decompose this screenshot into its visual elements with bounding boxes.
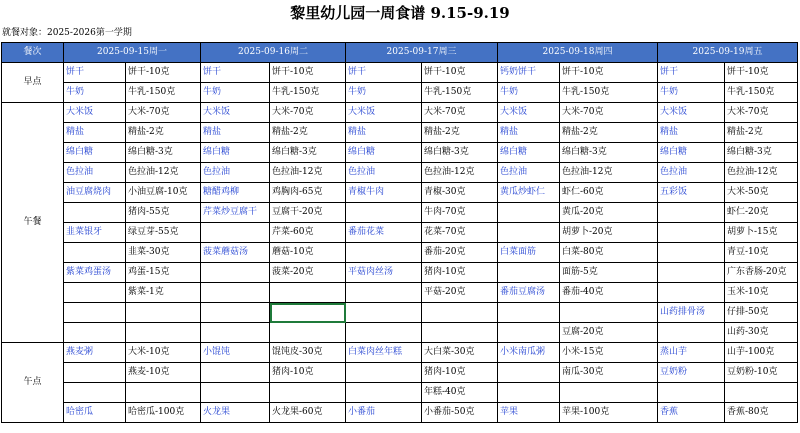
ingredient-cell[interactable]: 馄饨皮-30克 (270, 343, 346, 363)
ingredient-cell[interactable]: 豆腐干-20克 (270, 203, 346, 223)
ingredient-cell[interactable] (126, 383, 201, 403)
ingredient-cell[interactable]: 黄瓜-20克 (560, 203, 658, 223)
dish-cell[interactable]: 小番茄 (346, 403, 422, 423)
ingredient-cell[interactable]: 饼干-10克 (126, 63, 201, 83)
day-header[interactable]: 2025-09-15周一 (64, 43, 201, 63)
day-header[interactable]: 2025-09-18周四 (498, 43, 658, 63)
ingredient-cell[interactable]: 小油豆腐-10克 (126, 183, 201, 203)
ingredient-cell[interactable]: 绵白糖-3克 (560, 143, 658, 163)
ingredient-cell[interactable]: 绵白糖-3克 (126, 143, 201, 163)
dish-cell[interactable]: 饼干 (346, 63, 422, 83)
ingredient-cell[interactable]: 香蕉-80克 (725, 403, 798, 423)
dish-cell[interactable]: 小馄饨 (201, 343, 270, 363)
dish-cell[interactable] (658, 263, 725, 283)
dish-cell[interactable]: 牛奶 (64, 83, 126, 103)
dish-cell[interactable] (498, 203, 560, 223)
dish-cell[interactable]: 色拉油 (64, 163, 126, 183)
ingredient-cell[interactable]: 小番茄-50克 (422, 403, 498, 423)
dish-cell[interactable]: 绵白糖 (498, 143, 560, 163)
dish-cell[interactable]: 绵白糖 (346, 143, 422, 163)
ingredient-cell[interactable]: 精盐-2克 (126, 123, 201, 143)
ingredient-cell[interactable]: 大米-70克 (560, 103, 658, 123)
dish-cell[interactable]: 韭菜银牙 (64, 223, 126, 243)
ingredient-cell[interactable]: 牛乳-150克 (270, 83, 346, 103)
dish-cell[interactable]: 蒸山芋 (658, 343, 725, 363)
ingredient-cell[interactable]: 虾仁-60克 (560, 183, 658, 203)
dish-cell[interactable]: 绵白糖 (64, 143, 126, 163)
ingredient-cell[interactable]: 玉米-10克 (725, 283, 798, 303)
ingredient-cell[interactable] (270, 323, 346, 343)
dish-cell[interactable] (64, 383, 126, 403)
ingredient-cell[interactable]: 牛乳-150克 (725, 83, 798, 103)
dish-cell[interactable]: 牛奶 (346, 83, 422, 103)
ingredient-cell[interactable]: 虾仁-20克 (725, 203, 798, 223)
table-row (2, 143, 798, 163)
ingredient-cell[interactable]: 苹果-100克 (560, 403, 658, 423)
dish-cell[interactable]: 大米饭 (64, 103, 126, 123)
ingredient-cell[interactable]: 猪肉-55克 (126, 203, 201, 223)
dish-cell[interactable]: 芹菜炒豆腐干 (201, 203, 270, 223)
ingredient-cell[interactable]: 大米-10克 (126, 343, 201, 363)
table-row (2, 283, 798, 303)
dish-cell[interactable]: 钙奶饼干 (498, 63, 560, 83)
ingredient-cell[interactable]: 牛乳-150克 (422, 83, 498, 103)
ingredient-cell[interactable]: 面筋-5克 (560, 263, 658, 283)
dish-cell[interactable] (658, 383, 725, 403)
dish-cell[interactable] (201, 223, 270, 243)
meal-header: 餐次 (2, 43, 64, 63)
ingredient-cell[interactable]: 猪肉-10克 (270, 363, 346, 383)
dish-cell[interactable]: 精盐 (201, 123, 270, 143)
ingredient-cell[interactable]: 火龙果-60克 (270, 403, 346, 423)
diner-subtitle: 就餐对象：2025-2026第一学期 (2, 28, 132, 38)
dish-cell[interactable] (346, 363, 422, 383)
dish-cell[interactable]: 色拉油 (346, 163, 422, 183)
ingredient-cell[interactable]: 饼干-10克 (422, 63, 498, 83)
dish-cell[interactable]: 小米南瓜粥 (498, 343, 560, 363)
dish-cell[interactable]: 青椒牛肉 (346, 183, 422, 203)
ingredient-cell[interactable]: 色拉油-12克 (126, 163, 201, 183)
dish-cell[interactable] (658, 203, 725, 223)
ingredient-cell[interactable]: 豆腐-20克 (560, 323, 658, 343)
ingredient-cell[interactable]: 大米-50克 (725, 183, 798, 203)
header-row (2, 43, 798, 63)
table-row (2, 343, 798, 363)
ingredient-cell[interactable]: 番茄-40克 (560, 283, 658, 303)
dish-cell[interactable]: 精盐 (64, 123, 126, 143)
ingredient-cell[interactable]: 蘑菇-10克 (270, 243, 346, 263)
ingredient-cell[interactable] (270, 283, 346, 303)
ingredient-cell[interactable] (725, 383, 798, 403)
ingredient-cell[interactable]: 平菇-20克 (422, 283, 498, 303)
ingredient-cell[interactable]: 哈密瓜-100克 (126, 403, 201, 423)
dish-cell[interactable] (658, 243, 725, 263)
dish-cell[interactable]: 油豆腐烧肉 (64, 183, 126, 203)
dish-cell[interactable] (64, 243, 126, 263)
dish-cell[interactable]: 大米饭 (658, 103, 725, 123)
ingredient-cell[interactable] (126, 323, 201, 343)
dish-cell[interactable]: 饼干 (201, 63, 270, 83)
dish-cell[interactable]: 牛奶 (201, 83, 270, 103)
ingredient-cell[interactable] (422, 303, 498, 323)
dish-cell[interactable]: 大米饭 (346, 103, 422, 123)
weekly-menu-table (1, 42, 798, 423)
ingredient-cell[interactable]: 大白菜-30克 (422, 343, 498, 363)
table-row (2, 323, 798, 343)
table-row (2, 223, 798, 243)
table-row (2, 183, 798, 203)
ingredient-cell[interactable]: 芹菜-60克 (270, 223, 346, 243)
dish-cell[interactable]: 哈密瓜 (64, 403, 126, 423)
dish-cell[interactable]: 糖醋鸡柳 (201, 183, 270, 203)
table-row (2, 123, 798, 143)
dish-cell[interactable]: 山药排骨汤 (658, 303, 725, 323)
dish-cell[interactable]: 精盐 (346, 123, 422, 143)
dish-cell[interactable] (498, 263, 560, 283)
dish-cell[interactable]: 饼干 (64, 63, 126, 83)
ingredient-cell[interactable]: 青豆-10克 (725, 243, 798, 263)
table-row (2, 263, 798, 283)
ingredient-cell[interactable]: 大米-70克 (725, 103, 798, 123)
ingredient-cell[interactable] (422, 323, 498, 343)
ingredient-cell[interactable]: 胡萝卜-20克 (560, 223, 658, 243)
ingredient-cell[interactable] (560, 383, 658, 403)
table-row (2, 203, 798, 223)
dish-cell[interactable]: 牛奶 (498, 83, 560, 103)
ingredient-cell[interactable]: 色拉油-12克 (725, 163, 798, 183)
dish-cell[interactable] (346, 283, 422, 303)
day-header[interactable]: 2025-09-19周五 (658, 43, 798, 63)
dish-cell[interactable]: 黄瓜炒虾仁 (498, 183, 560, 203)
ingredient-cell[interactable]: 色拉油-12克 (560, 163, 658, 183)
dish-cell[interactable] (64, 283, 126, 303)
dish-cell[interactable] (201, 263, 270, 283)
ingredient-cell[interactable]: 绿豆芽-55克 (126, 223, 201, 243)
dish-cell[interactable]: 大米饭 (201, 103, 270, 123)
ingredient-cell[interactable]: 绵白糖-3克 (270, 143, 346, 163)
dish-cell[interactable] (64, 303, 126, 323)
ingredient-cell[interactable]: 饼干-10克 (725, 63, 798, 83)
table-row (2, 403, 798, 423)
ingredient-cell[interactable]: 广东香肠-20克 (725, 263, 798, 283)
dish-cell[interactable] (658, 223, 725, 243)
ingredient-cell[interactable]: 绵白糖-3克 (725, 143, 798, 163)
ingredient-cell[interactable] (126, 303, 201, 323)
dish-cell[interactable] (498, 223, 560, 243)
ingredient-cell[interactable]: 豆奶粉-10克 (725, 363, 798, 383)
ingredient-cell[interactable]: 年糕-40克 (422, 383, 498, 403)
ingredient-cell[interactable] (560, 303, 658, 323)
ingredient-cell[interactable]: 大米-70克 (422, 103, 498, 123)
dish-cell[interactable] (201, 383, 270, 403)
meal-label[interactable]: 午点 (2, 343, 64, 423)
dish-cell[interactable]: 紫菜鸡蛋汤 (64, 263, 126, 283)
dish-cell[interactable] (64, 323, 126, 343)
table-row (2, 243, 798, 263)
table-row (2, 83, 798, 103)
ingredient-cell[interactable]: 菠菜-20克 (270, 263, 346, 283)
ingredient-cell[interactable]: 胡萝卜-15克 (725, 223, 798, 243)
ingredient-cell[interactable]: 南瓜-30克 (560, 363, 658, 383)
dish-cell[interactable]: 燕麦粥 (64, 343, 126, 363)
ingredient-cell[interactable]: 燕麦-10克 (126, 363, 201, 383)
ingredient-cell[interactable]: 大米-70克 (270, 103, 346, 123)
dish-cell[interactable] (346, 203, 422, 223)
ingredient-cell[interactable]: 韭菜-30克 (126, 243, 201, 263)
ingredient-cell[interactable]: 饼干-10克 (560, 63, 658, 83)
dish-cell[interactable]: 火龙果 (201, 403, 270, 423)
dish-cell[interactable] (498, 323, 560, 343)
dish-cell[interactable]: 香蕉 (658, 403, 725, 423)
ingredient-cell[interactable]: 白菜-80克 (560, 243, 658, 263)
dish-cell[interactable] (201, 363, 270, 383)
ingredient-cell[interactable]: 色拉油-12克 (270, 163, 346, 183)
ingredient-cell[interactable]: 色拉油-12克 (422, 163, 498, 183)
dish-cell[interactable]: 牛奶 (658, 83, 725, 103)
ingredient-cell[interactable]: 山芋-100克 (725, 343, 798, 363)
dish-cell[interactable]: 色拉油 (658, 163, 725, 183)
ingredient-cell[interactable]: 精盐-2克 (725, 123, 798, 143)
dish-cell[interactable] (498, 383, 560, 403)
table-row (2, 63, 798, 83)
dish-cell[interactable] (346, 383, 422, 403)
table-row (2, 163, 798, 183)
dish-cell[interactable]: 色拉油 (498, 163, 560, 183)
table-row (2, 383, 798, 403)
ingredient-cell[interactable]: 牛乳-150克 (560, 83, 658, 103)
ingredient-cell[interactable]: 精盐-2克 (422, 123, 498, 143)
ingredient-cell[interactable]: 牛乳-150克 (126, 83, 201, 103)
dish-cell[interactable]: 苹果 (498, 403, 560, 423)
dish-cell[interactable] (346, 243, 422, 263)
day-header[interactable]: 2025-09-16周二 (201, 43, 346, 63)
ingredient-cell[interactable]: 花菜-70克 (422, 223, 498, 243)
ingredient-cell[interactable]: 青椒-30克 (422, 183, 498, 203)
day-header[interactable]: 2025-09-17周三 (346, 43, 498, 63)
dish-cell[interactable] (658, 323, 725, 343)
ingredient-cell[interactable]: 大米-70克 (126, 103, 201, 123)
dish-cell[interactable] (498, 303, 560, 323)
dish-cell[interactable]: 色拉油 (201, 163, 270, 183)
meal-label[interactable]: 早点 (2, 63, 64, 103)
dish-cell[interactable]: 绵白糖 (658, 143, 725, 163)
page-title: 黎里幼儿园一周食谱 9.15-9.19 (290, 4, 510, 22)
dish-cell[interactable]: 精盐 (658, 123, 725, 143)
ingredient-cell[interactable]: 小米-15克 (560, 343, 658, 363)
table-row (2, 363, 798, 383)
dish-cell[interactable] (346, 303, 422, 323)
ingredient-cell[interactable]: 猪肉-10克 (422, 263, 498, 283)
dish-cell[interactable]: 大米饭 (498, 103, 560, 123)
dish-cell[interactable] (201, 323, 270, 343)
ingredient-cell[interactable] (270, 383, 346, 403)
dish-cell[interactable] (658, 283, 725, 303)
dish-cell[interactable]: 番茄豆腐汤 (498, 283, 560, 303)
ingredient-cell[interactable]: 猪肉-10克 (422, 363, 498, 383)
table-row (2, 303, 798, 323)
ingredient-cell[interactable]: 山药-30克 (725, 323, 798, 343)
ingredient-cell[interactable]: 饼干-10克 (270, 63, 346, 83)
dish-cell[interactable] (64, 203, 126, 223)
ingredient-cell[interactable]: 鸡胸肉-65克 (270, 183, 346, 203)
dish-cell[interactable] (346, 323, 422, 343)
meal-label[interactable]: 午餐 (2, 103, 64, 343)
ingredient-cell[interactable]: 绵白糖-3克 (422, 143, 498, 163)
table-row (2, 103, 798, 123)
dish-cell[interactable]: 白菜肉丝年糕 (346, 343, 422, 363)
ingredient-cell[interactable]: 鸡蛋-15克 (126, 263, 201, 283)
dish-cell[interactable] (64, 363, 126, 383)
ingredient-cell[interactable]: 仔排-50克 (725, 303, 798, 323)
dish-cell[interactable]: 饼干 (658, 63, 725, 83)
dish-cell[interactable] (498, 363, 560, 383)
ingredient-cell[interactable]: 精盐-2克 (560, 123, 658, 143)
ingredient-cell[interactable]: 牛肉-70克 (422, 203, 498, 223)
dish-cell[interactable]: 番茄花菜 (346, 223, 422, 243)
ingredient-cell[interactable]: 番茄-20克 (422, 243, 498, 263)
dish-cell[interactable] (201, 303, 270, 323)
dish-cell[interactable]: 豆奶粉 (658, 363, 725, 383)
dish-cell[interactable] (201, 283, 270, 303)
dish-cell[interactable]: 五彩饭 (658, 183, 725, 203)
dish-cell[interactable]: 平菇肉丝汤 (346, 263, 422, 283)
ingredient-cell[interactable] (270, 303, 346, 323)
ingredient-cell[interactable]: 紫菜-1克 (126, 283, 201, 303)
dish-cell[interactable]: 绵白糖 (201, 143, 270, 163)
ingredient-cell[interactable]: 精盐-2克 (270, 123, 346, 143)
dish-cell[interactable]: 菠菜蘑菇汤 (201, 243, 270, 263)
dish-cell[interactable]: 白菜面筋 (498, 243, 560, 263)
dish-cell[interactable]: 精盐 (498, 123, 560, 143)
